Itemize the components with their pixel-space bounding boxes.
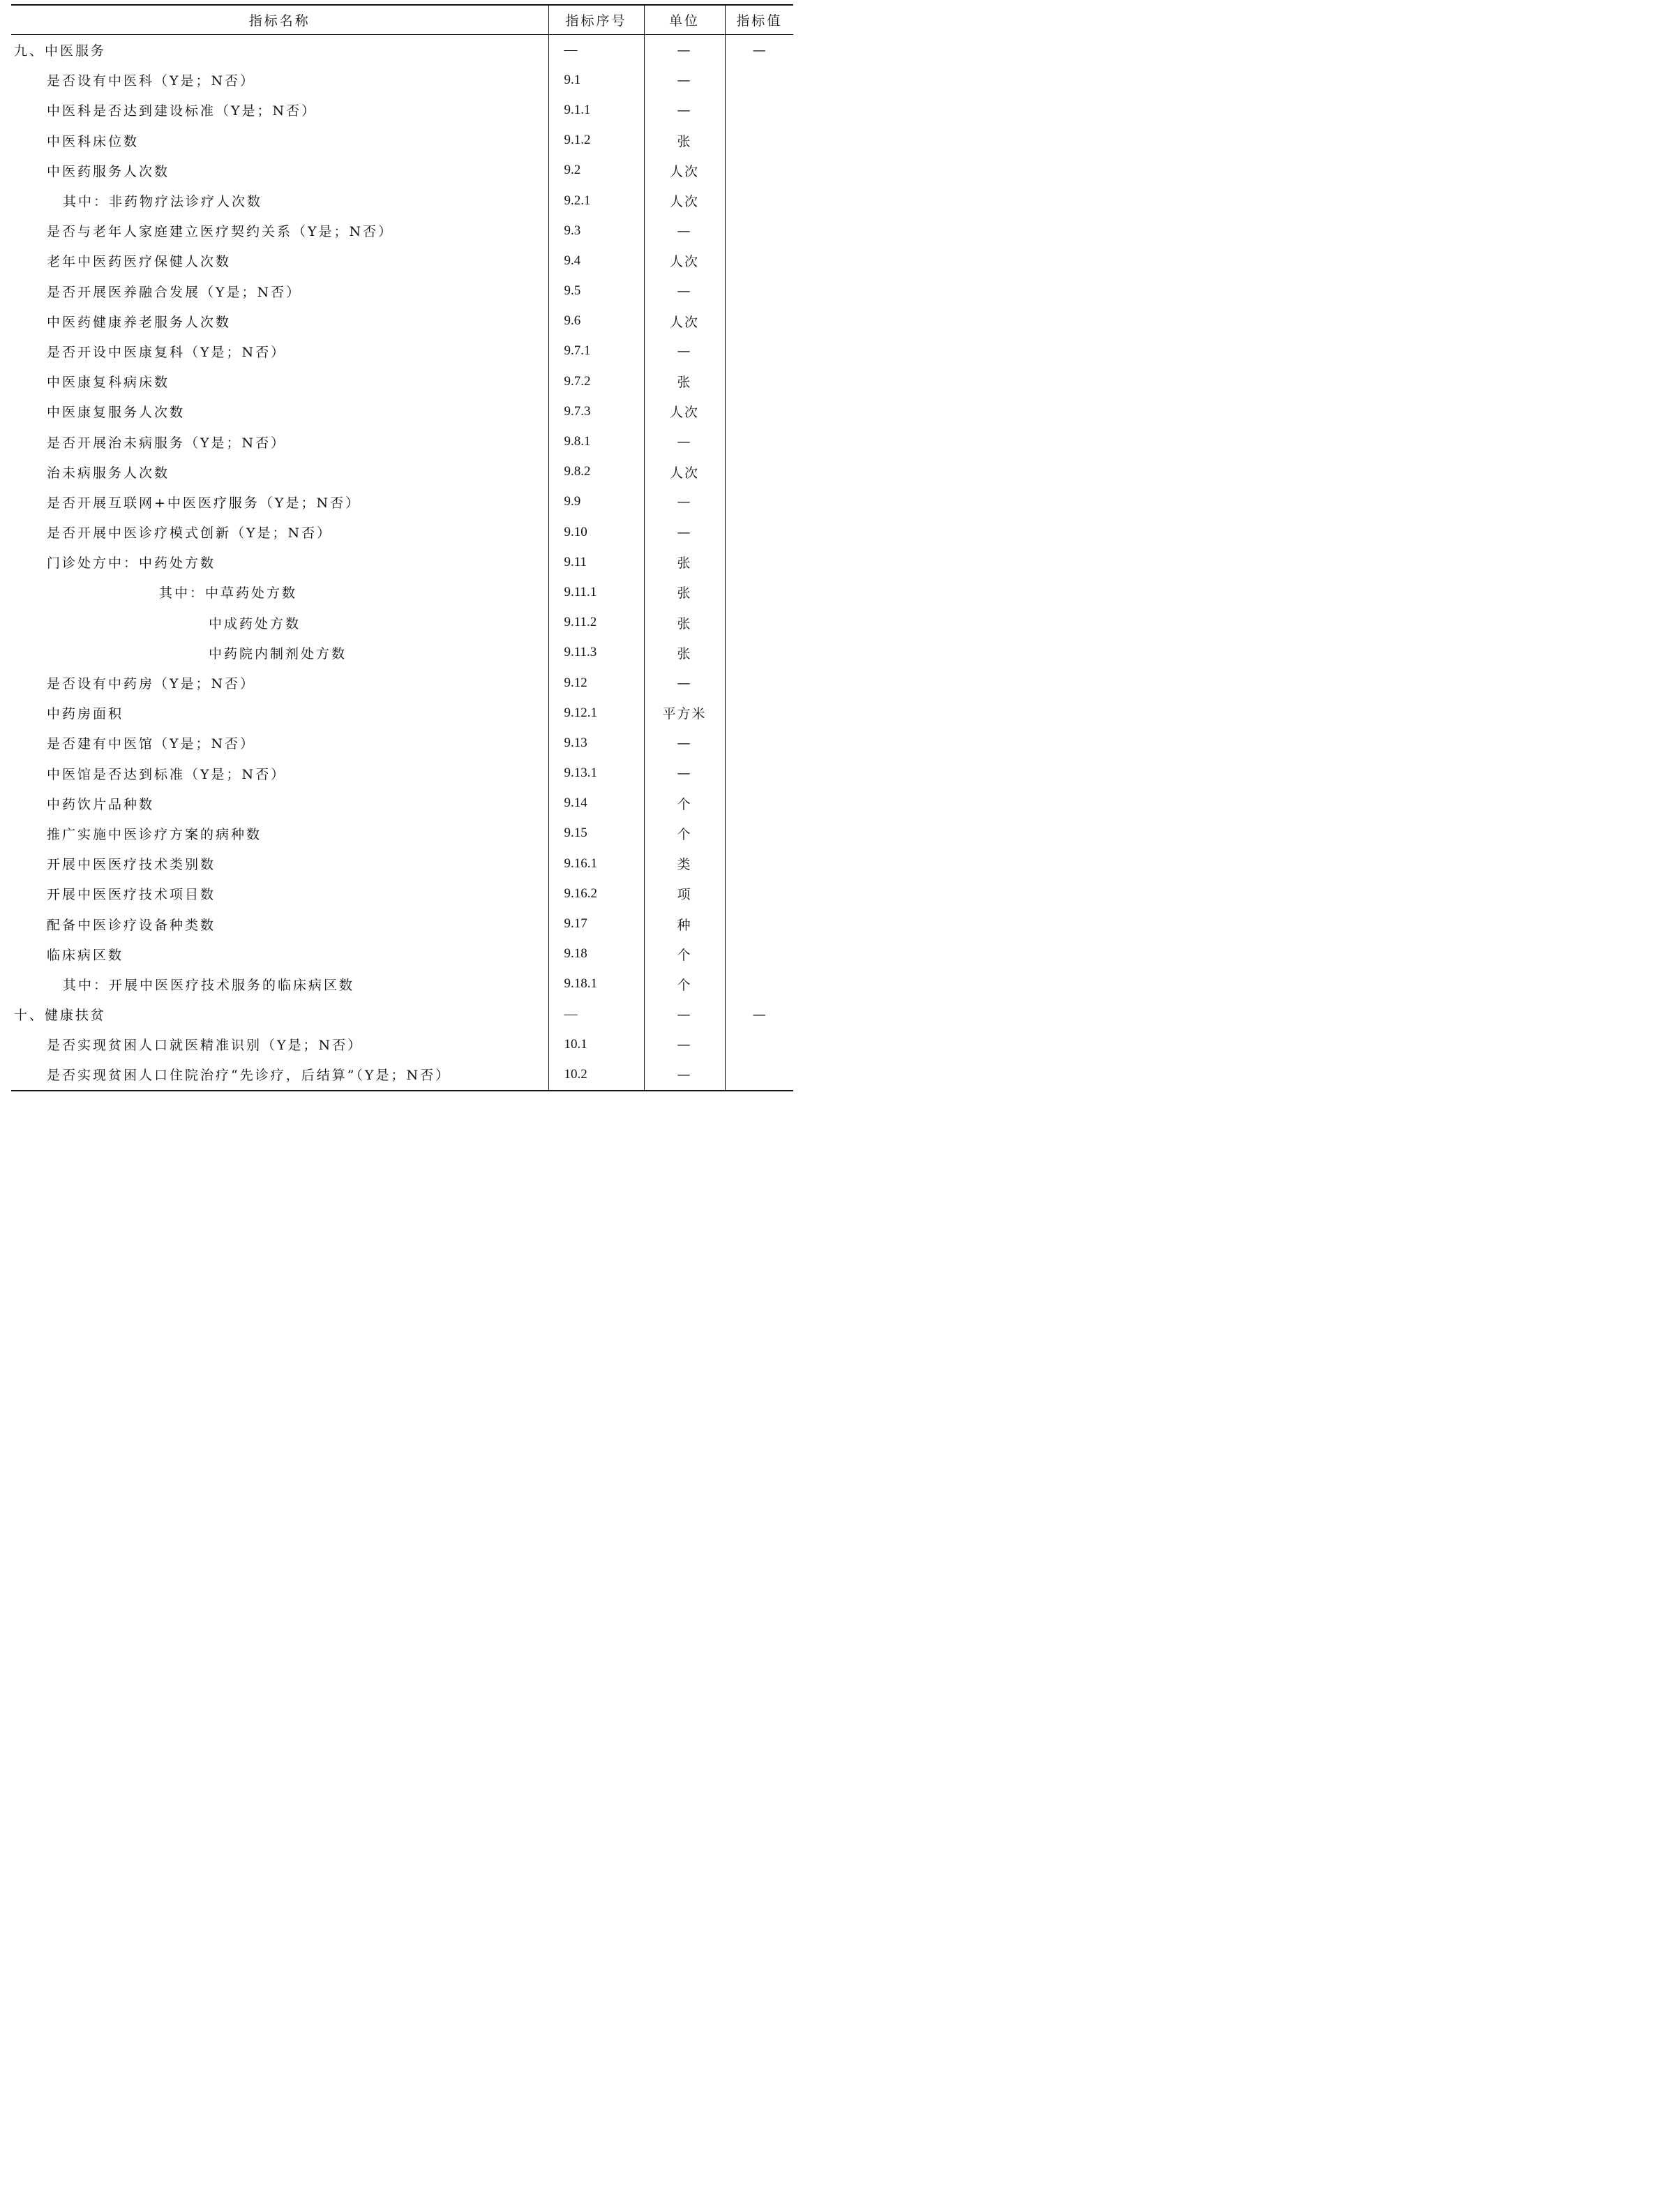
- indicator-unit: 张: [644, 547, 725, 577]
- indicator-code: 9.7.1: [548, 336, 644, 366]
- indicator-value: —: [725, 999, 793, 1029]
- indicator-name: 是否设有中药房（Y是；N否）: [47, 676, 256, 692]
- indicator-name: 开展中医医疗技术类别数: [47, 857, 216, 873]
- indicator-unit: —: [644, 1059, 725, 1090]
- indicator-code: —: [548, 999, 644, 1029]
- indicator-unit: —: [644, 35, 725, 66]
- table-row: [11, 156, 793, 186]
- indicator-name: 中医馆是否达到标准（Y是；N否）: [47, 766, 287, 782]
- indicator-unit: —: [644, 336, 725, 366]
- indicator-unit: —: [644, 95, 725, 125]
- indicator-code: 9.5: [548, 276, 644, 306]
- indicator-unit: 张: [644, 638, 725, 668]
- indicator-name: 开展中医医疗技术项目数: [47, 887, 216, 903]
- indicator-code: 9.18: [548, 939, 644, 969]
- indicator-value: [725, 608, 793, 638]
- indicator-unit: —: [644, 1029, 725, 1059]
- indicator-name: 是否实现贫困人口就医精准识别（Y是；N否）: [47, 1038, 363, 1054]
- indicator-code: 9.7.3: [548, 396, 644, 426]
- indicator-unit: 个: [644, 789, 725, 819]
- table-row: [11, 698, 793, 728]
- indicator-code: 9.11.3: [548, 638, 644, 668]
- table-row: [11, 366, 793, 396]
- indicator-unit: 人次: [644, 457, 725, 487]
- indicator-code: 9.1: [548, 65, 644, 95]
- indicator-unit: 张: [644, 577, 725, 607]
- table-row: [11, 336, 793, 366]
- indicator-value: [725, 246, 793, 276]
- table-row: [11, 246, 793, 276]
- indicator-name: 中药院内制剂处方数: [209, 645, 347, 662]
- indicator-value: [725, 1059, 793, 1090]
- indicator-name: 推广实施中医诊疗方案的病种数: [47, 826, 262, 842]
- indicator-unit: —: [644, 487, 725, 517]
- indicator-name: 治未病服务人次数: [47, 465, 170, 481]
- indicator-code: 9.8.2: [548, 457, 644, 487]
- indicator-value: [725, 939, 793, 969]
- indicator-unit: 个: [644, 819, 725, 849]
- indicator-table: [11, 4, 793, 1091]
- indicator-code: 9.11.2: [548, 608, 644, 638]
- indicator-code: 9.1.1: [548, 95, 644, 125]
- indicator-code: 9.7.2: [548, 366, 644, 396]
- indicator-value: [725, 668, 793, 698]
- table-row: [11, 909, 793, 939]
- indicator-value: [725, 457, 793, 487]
- indicator-value: [725, 126, 793, 156]
- indicator-name: 十、健康扶贫: [14, 1008, 107, 1024]
- indicator-name: 是否开设中医康复科（Y是；N否）: [47, 344, 287, 360]
- indicator-name: 是否与老年人家庭建立医疗契约关系（Y是；N否）: [47, 224, 394, 240]
- indicator-name: 中医药服务人次数: [47, 163, 170, 179]
- section-heading-row: [11, 35, 793, 66]
- indicator-code: 9.12.1: [548, 698, 644, 728]
- indicator-value: [725, 849, 793, 879]
- indicator-value: [725, 547, 793, 577]
- indicator-value: [725, 789, 793, 819]
- indicator-name: 是否开展中医诊疗模式创新（Y是；N否）: [47, 525, 333, 541]
- indicator-unit: —: [644, 999, 725, 1029]
- indicator-name: 老年中医药医疗保健人次数: [47, 254, 232, 270]
- indicator-unit: —: [644, 216, 725, 246]
- indicator-name: 其中：开展中医医疗技术服务的临床病区数: [63, 977, 355, 993]
- table-row: [11, 457, 793, 487]
- indicator-unit: 个: [644, 969, 725, 999]
- indicator-unit: —: [644, 517, 725, 547]
- table-row: [11, 849, 793, 879]
- indicator-value: [725, 426, 793, 456]
- table-row: [11, 577, 793, 607]
- table-row: [11, 216, 793, 246]
- indicator-name: 九、中医服务: [14, 43, 107, 59]
- table-row: [11, 819, 793, 849]
- indicator-value: [725, 759, 793, 789]
- indicator-name: 是否开展医养融合发展（Y是；N否）: [47, 284, 302, 300]
- indicator-unit: 类: [644, 849, 725, 879]
- indicator-name: 其中：中草药处方数: [159, 585, 298, 602]
- indicator-unit: —: [644, 668, 725, 698]
- indicator-unit: 平方米: [644, 698, 725, 728]
- indicator-name: 临床病区数: [47, 947, 124, 963]
- indicator-value: [725, 698, 793, 728]
- indicator-name: 中医康复服务人次数: [47, 405, 186, 421]
- indicator-unit: 人次: [644, 156, 725, 186]
- indicator-code: 9.15: [548, 819, 644, 849]
- indicator-code: 9.2: [548, 156, 644, 186]
- indicator-value: [725, 95, 793, 125]
- indicator-value: [725, 396, 793, 426]
- indicator-value: [725, 1029, 793, 1059]
- indicator-unit: 张: [644, 126, 725, 156]
- indicator-code: 9.13: [548, 728, 644, 758]
- indicator-unit: 人次: [644, 246, 725, 276]
- indicator-value: [725, 216, 793, 246]
- table-row: [11, 939, 793, 969]
- indicator-code: 9.8.1: [548, 426, 644, 456]
- indicator-code: 9.17: [548, 909, 644, 939]
- indicator-name: 门诊处方中：中药处方数: [47, 555, 216, 572]
- indicator-value: [725, 487, 793, 517]
- indicator-value: [725, 577, 793, 607]
- indicator-name: 中成药处方数: [209, 615, 301, 632]
- indicator-value: [725, 969, 793, 999]
- header-value: 指标值: [725, 5, 793, 35]
- indicator-value: [725, 336, 793, 366]
- indicator-unit: 人次: [644, 396, 725, 426]
- table-row: [11, 969, 793, 999]
- indicator-code: 10.1: [548, 1029, 644, 1059]
- indicator-unit: —: [644, 65, 725, 95]
- indicator-name: 其中：非药物疗法诊疗人次数: [63, 194, 263, 210]
- indicator-code: 10.2: [548, 1059, 644, 1090]
- indicator-unit: 张: [644, 608, 725, 638]
- indicator-name: 是否设有中医科（Y是；N否）: [47, 73, 256, 89]
- table-row: [11, 396, 793, 426]
- table-row: [11, 728, 793, 758]
- table-row: [11, 1059, 793, 1090]
- table-row: [11, 517, 793, 547]
- table-row: [11, 547, 793, 577]
- indicator-value: [725, 276, 793, 306]
- table-row: [11, 1029, 793, 1059]
- indicator-value: [725, 65, 793, 95]
- indicator-code: 9.4: [548, 246, 644, 276]
- table-row: [11, 608, 793, 638]
- indicator-name: 是否实现贫困人口住院治疗“先诊疗，后结算”（Y是；N否）: [11, 1059, 548, 1090]
- indicator-code: 9.9: [548, 487, 644, 517]
- table-header-row: [11, 5, 793, 35]
- indicator-code: 9.16.2: [548, 879, 644, 909]
- indicator-name: 中医科床位数: [47, 133, 140, 149]
- indicator-name: 是否开展治未病服务（Y是；N否）: [47, 435, 287, 451]
- indicator-name: 是否建有中医馆（Y是；N否）: [47, 736, 256, 752]
- header-code: 指标序号: [548, 5, 644, 35]
- indicator-code: 9.11.1: [548, 577, 644, 607]
- table-row: [11, 276, 793, 306]
- indicator-name: 中药饮片品种数: [47, 796, 155, 812]
- indicator-code: 9.12: [548, 668, 644, 698]
- indicator-name: 配备中医诊疗设备种类数: [47, 917, 216, 933]
- indicator-name: 中医药健康养老服务人次数: [47, 314, 232, 330]
- indicator-value: [725, 879, 793, 909]
- indicator-value: [725, 638, 793, 668]
- indicator-value: [725, 186, 793, 216]
- table-row: [11, 638, 793, 668]
- indicator-code: 9.2.1: [548, 186, 644, 216]
- indicator-unit: 种: [644, 909, 725, 939]
- indicator-code: 9.14: [548, 789, 644, 819]
- table-row: [11, 186, 793, 216]
- indicator-unit: 人次: [644, 306, 725, 336]
- indicator-value: [725, 909, 793, 939]
- indicator-unit: 人次: [644, 186, 725, 216]
- indicator-code: 9.6: [548, 306, 644, 336]
- table-row: [11, 426, 793, 456]
- indicator-code: —: [548, 35, 644, 66]
- table-row: [11, 789, 793, 819]
- indicator-value: [725, 517, 793, 547]
- table-row: [11, 879, 793, 909]
- indicator-value: [725, 819, 793, 849]
- table-row: [11, 65, 793, 95]
- indicator-code: 9.13.1: [548, 759, 644, 789]
- indicator-unit: —: [644, 759, 725, 789]
- indicator-unit: —: [644, 426, 725, 456]
- indicator-unit: 项: [644, 879, 725, 909]
- table-row: [11, 126, 793, 156]
- indicator-name: 是否开展互联网+中医医疗服务（Y是；N否）: [47, 495, 361, 511]
- indicator-name: 中医康复科病床数: [47, 375, 170, 391]
- indicator-unit: 张: [644, 366, 725, 396]
- table-row: [11, 95, 793, 125]
- indicator-code: 9.16.1: [548, 849, 644, 879]
- indicator-code: 9.3: [548, 216, 644, 246]
- indicator-name: 中药房面积: [47, 706, 124, 722]
- indicator-value: [725, 366, 793, 396]
- table-row: [11, 759, 793, 789]
- indicator-code: 9.11: [548, 547, 644, 577]
- table-row: [11, 487, 793, 517]
- indicator-unit: 个: [644, 939, 725, 969]
- indicator-code: 9.1.2: [548, 126, 644, 156]
- table-row: [11, 668, 793, 698]
- indicator-name: 中医科是否达到建设标准（Y是；N否）: [47, 103, 317, 119]
- header-name: 指标名称: [11, 5, 548, 35]
- indicator-value: [725, 728, 793, 758]
- table-row: [11, 306, 793, 336]
- indicator-unit: —: [644, 728, 725, 758]
- indicator-value: [725, 156, 793, 186]
- indicator-code: 9.18.1: [548, 969, 644, 999]
- section-heading-row: [11, 999, 793, 1029]
- header-unit: 单位: [644, 5, 725, 35]
- indicator-code: 9.10: [548, 517, 644, 547]
- indicator-value: [725, 306, 793, 336]
- indicator-value: —: [725, 35, 793, 66]
- indicator-unit: —: [644, 276, 725, 306]
